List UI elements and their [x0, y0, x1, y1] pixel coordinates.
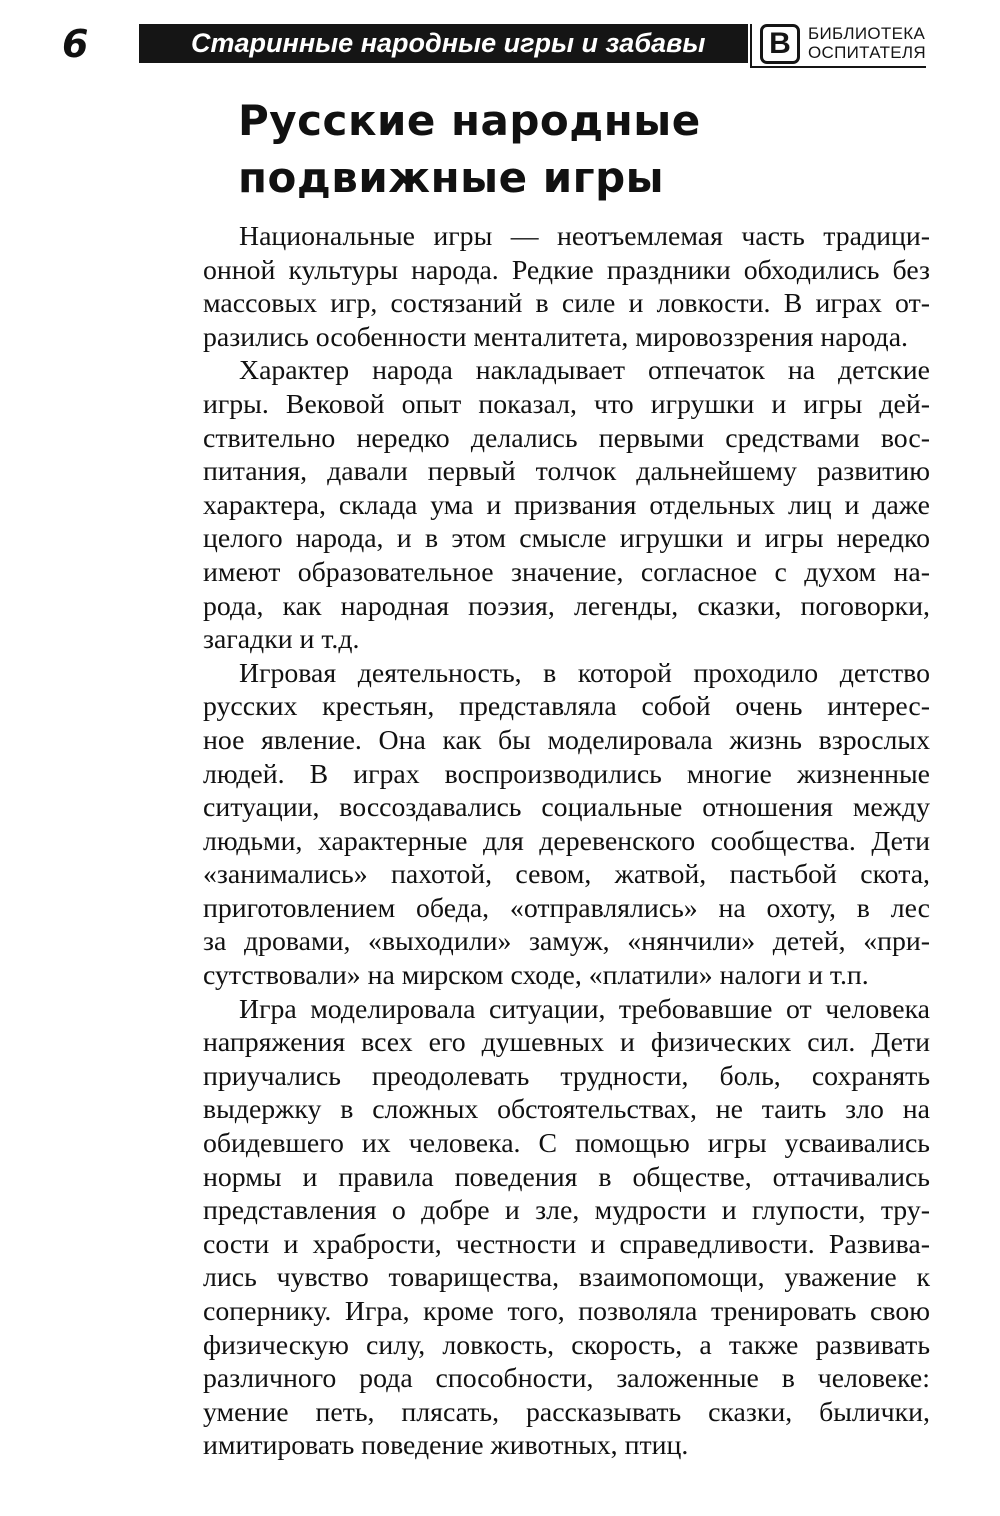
text-line: целого народа, и в этом смысле игрушки и игры нередко [203, 523, 930, 555]
text-line: рода, как народная поэзия, легенды, сказки, поговорки, [203, 590, 930, 622]
text-line: загадки и т.д. [203, 624, 360, 656]
text-line: приготовлением обеда, «отправлялись» на охоту, в лес [203, 892, 930, 924]
text-line: Национальные игры — неотъемлемая часть традици- [239, 221, 930, 252]
text-line: онной культуры народа. Редкие праздники обходились без [203, 254, 930, 286]
header-divider [750, 24, 752, 68]
text-line: за дровами, «выходили» замуж, «нянчили» детей, «при- [203, 926, 930, 958]
page-number: 6 [62, 22, 89, 66]
series-logo: В [760, 24, 800, 64]
paragraph [203, 220, 930, 354]
text-line: разились особенности менталитета, мировоззрения народа. [203, 321, 908, 353]
text-line: характера, склада ума и призвания отдельных лиц и даже [203, 489, 930, 521]
text-line: людьми, характерные для деревенского сообщества. Дети [203, 825, 930, 857]
text-line: сости и храбрости, честности и справедливости. Развива- [203, 1228, 930, 1260]
text-line: русских крестьян, представляла собой очень интерес- [203, 691, 930, 723]
paragraph [203, 993, 930, 1463]
article-title [238, 92, 701, 206]
text-line: ситуации, воссоздавались социальные отношения между [203, 792, 930, 824]
text-line: имитировать поведение животных, птиц. [203, 1430, 689, 1462]
text-line: игры. Вековой опыт показал, что игрушки и игры дей- [203, 388, 930, 420]
paragraph [203, 657, 930, 993]
text-line: «занимались» пахотой, севом, жатвой, пастьбой скота, [203, 859, 930, 891]
text-line: выдержку в сложных обстоятельствах, не таить зло на [203, 1094, 930, 1126]
text-line: Игровая деятельность, в которой проходило детство [239, 657, 930, 689]
text-line: приучались преодолевать трудности, боль, сохранять [203, 1060, 930, 1092]
text-line: ствительно нередко делались первыми средствами вос- [203, 422, 930, 454]
text-line: сутствовали» на мирском сходе, «платили» налоги и т.п. [203, 960, 869, 992]
article-title-line-2: подвижные игры [238, 153, 665, 202]
paragraph [203, 354, 930, 656]
series-name [808, 24, 926, 62]
text-line: сопернику. Игра, кроме того, позволяла тренировать свою [203, 1296, 930, 1327]
text-line: умение петь, плясать, рассказывать сказки, былички, [203, 1396, 930, 1428]
article-title-line-1: Русские народные [238, 96, 701, 145]
text-line: массовых игр, состязаний в силе и ловкости. В играх от- [203, 288, 930, 320]
series-name-line-2: ОСПИТАТЕЛЯ [808, 43, 926, 62]
header-underline [750, 66, 926, 68]
series-name-line-1: БИБЛИОТЕКА [808, 24, 926, 43]
text-line: лись чувство товарищества, взаимопомощи, уважение к [203, 1262, 930, 1294]
text-line: напряжения всех его душевных и физических сил. Дети [203, 1027, 930, 1059]
text-line: обидевшего их человека. С помощью игры усваивались [203, 1128, 930, 1160]
text-line: людей. В играх воспроизводились многие жизненные [203, 758, 930, 790]
text-line: имеют образовательное значение, согласное с духом на- [203, 556, 930, 588]
text-line: Игра моделировала ситуации, требовавшие от человека [239, 993, 930, 1025]
text-line: питания, давали первый толчок дальнейшему развитию [203, 456, 930, 488]
running-title: Старинные народные игры и забавы [139, 24, 748, 63]
text-line: нормы и правила поведения в обществе, оттачивались [203, 1161, 930, 1193]
text-line: представления о добре и зле, мудрости и глупости, тру- [203, 1195, 930, 1227]
text-line: Характер народа накладывает отпечаток на детские [239, 355, 930, 387]
article-body [203, 220, 930, 1463]
text-line: физическую силу, ловкость, скорость, а также развивать [203, 1329, 930, 1361]
text-line: различного рода способности, заложенные в человеке: [203, 1363, 930, 1395]
text-line: ное явление. Она как бы моделировала жизнь взрослых [203, 724, 930, 756]
